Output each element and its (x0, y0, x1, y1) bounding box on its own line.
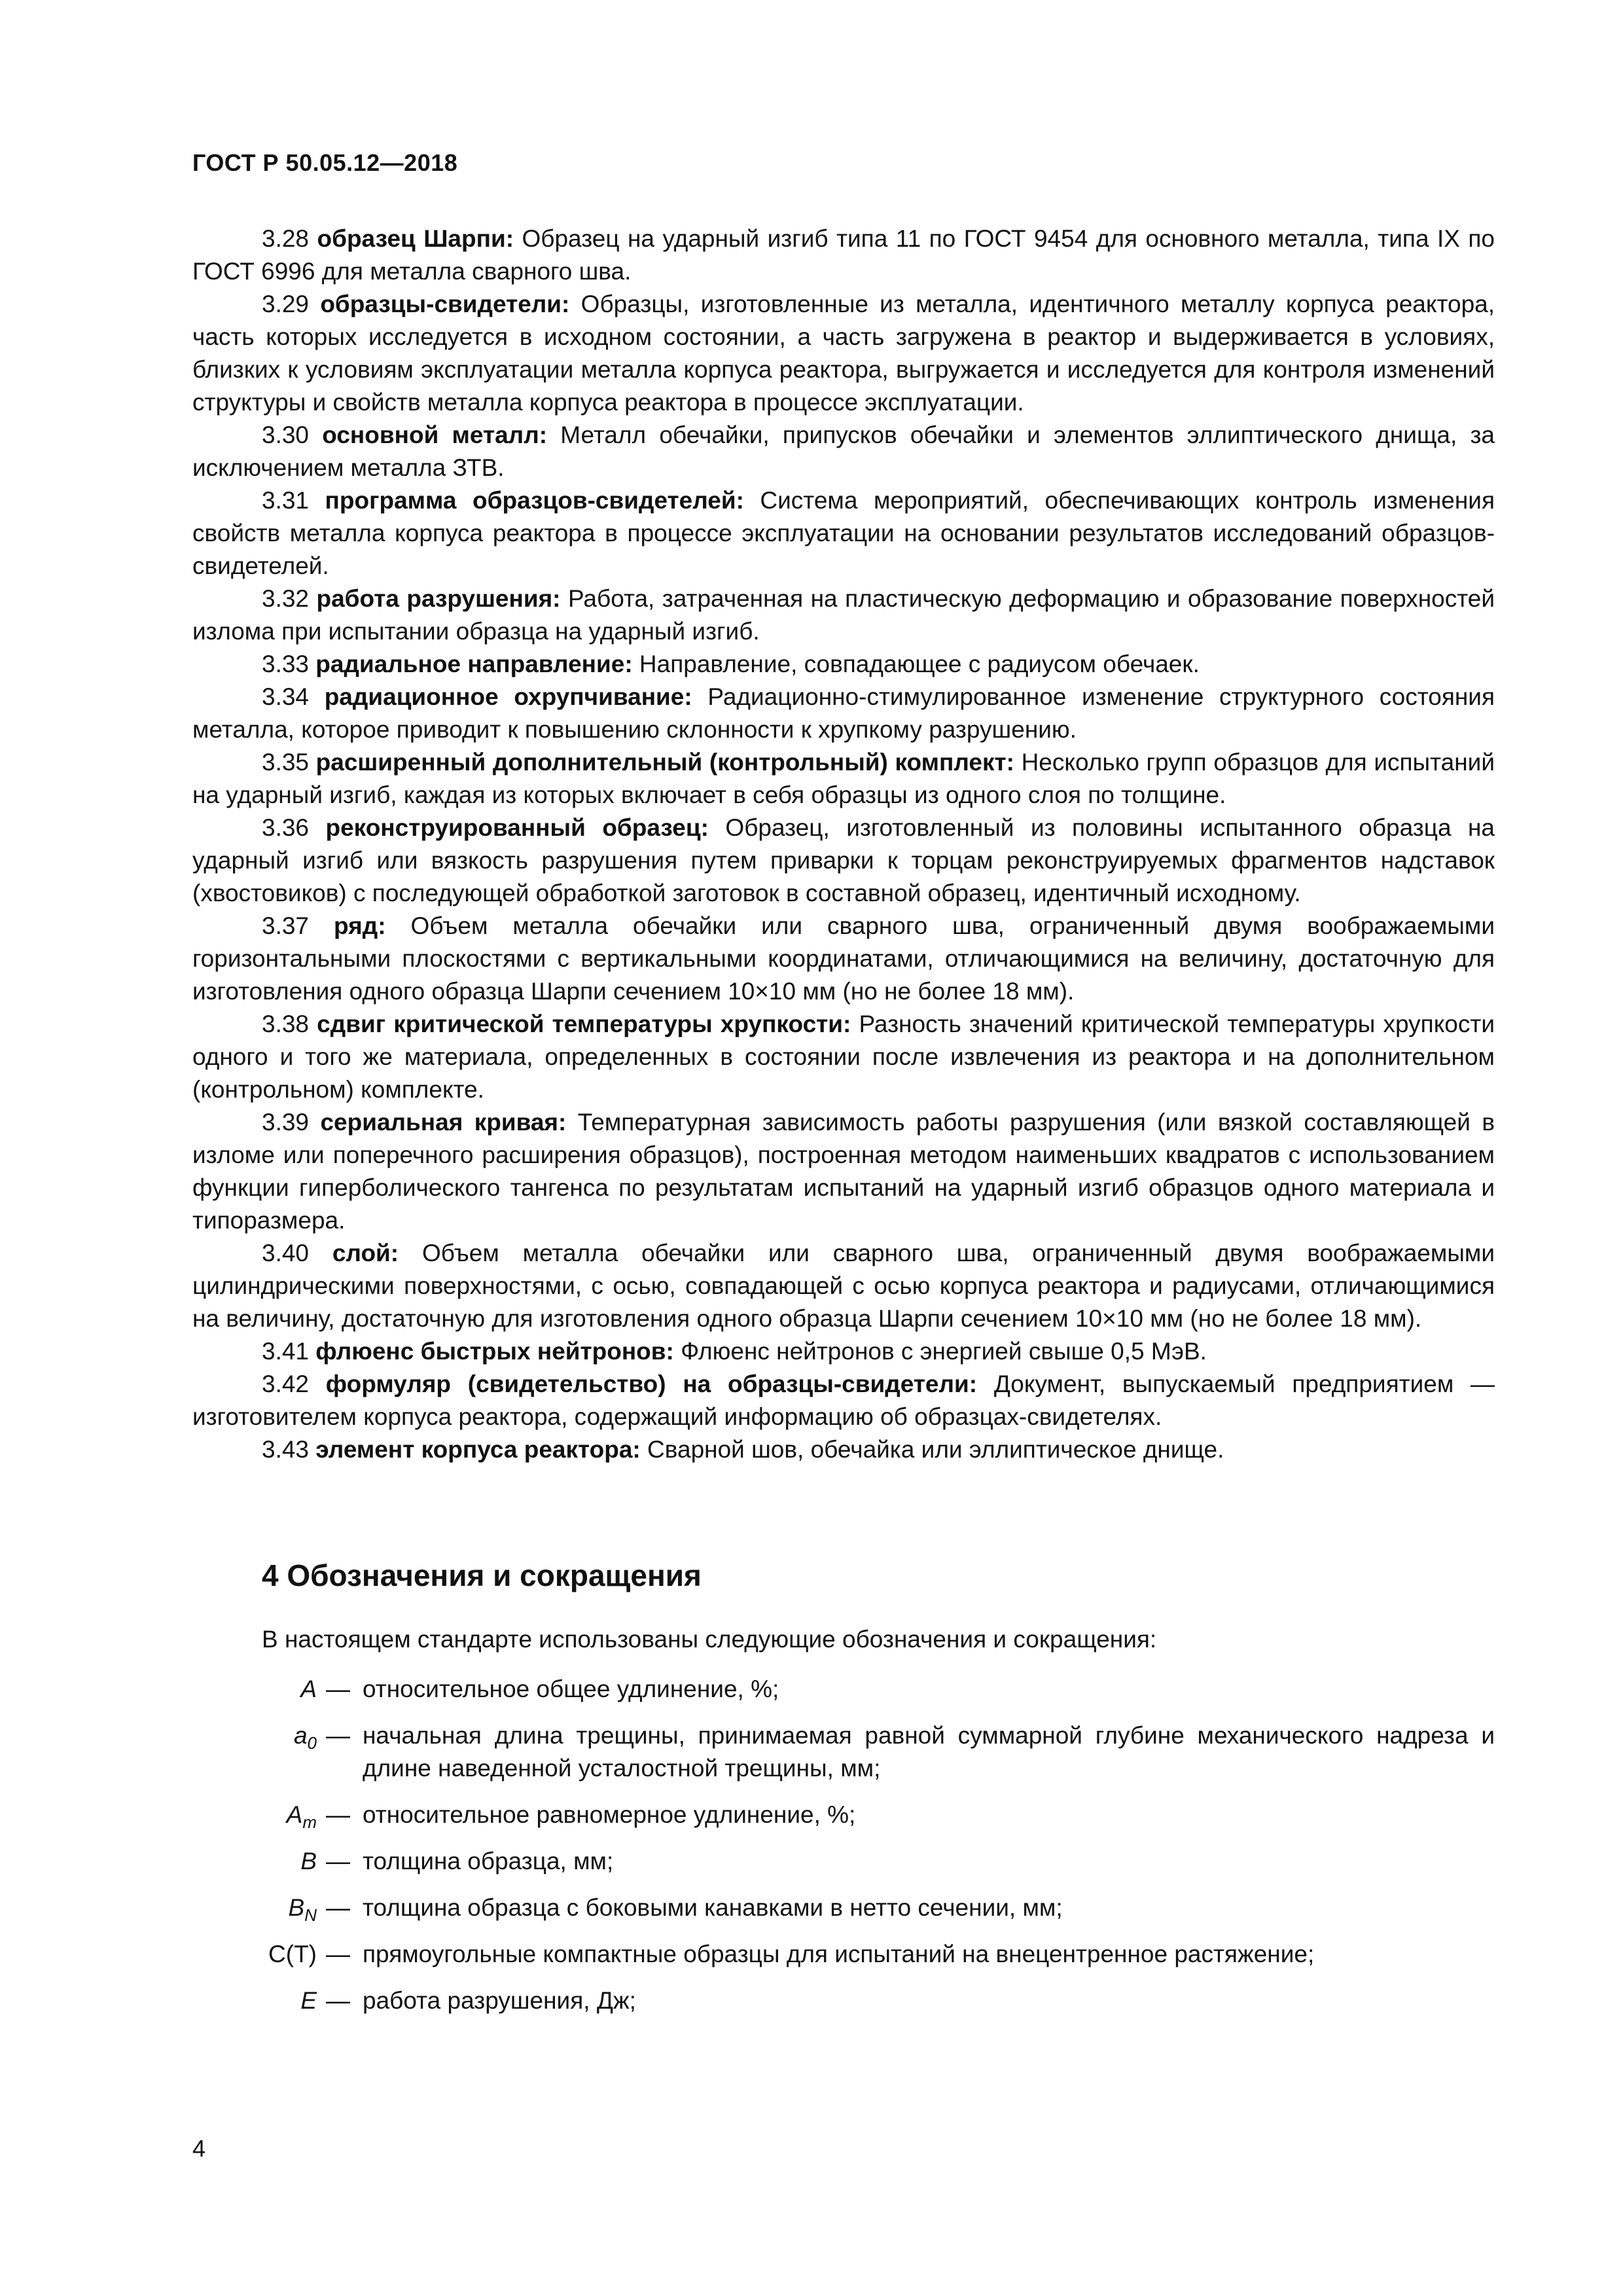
abbreviation-description: относительное общее удлинение, %; (363, 1676, 779, 1702)
abbreviation-description: начальная длина трещины, принимаемая равной суммарной глубине механического надреза и длине наведенной усталостной трещины, мм; (363, 1722, 1495, 1782)
abbreviation-symbol: $a_0$ (293, 1722, 317, 1753)
term-entry (192, 746, 1495, 812)
term-definition: Документ, выпускаемый предприятием — изготовителем корпуса реактора, содержащий информацию об образцах-свидетелях. (192, 1371, 1495, 1430)
term-name: сериальная кривая: (320, 1109, 567, 1136)
term-entry (192, 419, 1495, 484)
term-definition: Образец на ударный изгиб типа 11 по ГОСТ 9454 для основного металла, типа IX по ГОСТ 6996 для металла сварного шва. (192, 225, 1495, 285)
abbreviation-dash: — (326, 1848, 350, 1874)
term-entry (192, 812, 1495, 910)
abbreviation-dash: — (326, 1987, 350, 2014)
term-number: 3.34 (262, 683, 310, 710)
term-definition: Флюенс нейтронов с энергией свыше 0,5 МэВ. (681, 1338, 1207, 1365)
page-number: 4 (192, 2135, 206, 2162)
terms-list (192, 223, 1495, 1466)
term-definition: Несколько групп образцов для испытаний на ударный изгиб, каждая из которых включает в себя образцы из одного слоя по толщине. (192, 749, 1495, 808)
term-definition: Температурная зависимость работы разрушения (или вязкой составляющей в изломе или поперечного расширения образцов), построенная методом наименьших квадратов с использованием функции гиперболического тангенса по результатам испытаний на ударный изгиб образцов одного материала и типоразмера. (192, 1109, 1495, 1234)
term-definition: Разность значений критической температуры хрупкости одного и того же материала, определенных в состоянии после извлечения из реактора и на дополнительном (контрольном) комплекте. (192, 1011, 1495, 1103)
term-name: ряд: (334, 912, 386, 939)
term-name: работа разрушения: (316, 585, 561, 612)
term-entry (192, 1368, 1495, 1433)
abbreviation-dash: — (326, 1941, 350, 1967)
term-name: радиальное направление: (315, 651, 633, 677)
document-header: ГОСТ Р 50.05.12—2018 (192, 149, 458, 176)
term-number: 3.33 (262, 651, 310, 677)
section-intro: В настоящем стандарте использованы следующие обозначения и сокращения: (262, 1626, 1157, 1653)
term-definition: Объем металла обечайки или сварного шва, ограниченный двумя воображаемыми горизонтальными плоскостями с вертикальными координатами, отличающимися на величину, достаточную для изготовления одного образца Шарпи сечением 10×10 мм (но не более 18 мм). (192, 912, 1495, 1005)
term-definition: Радиационно-стимулированное изменение структурного состояния металла, которое приводит к повышению склонности к хрупкому разрушению. (192, 683, 1495, 743)
abbreviation-description: относительное равномерное удлинение, %; (363, 1801, 856, 1828)
abbreviation-item (192, 1799, 1495, 1831)
term-number: 3.38 (262, 1011, 310, 1037)
term-entry (192, 1106, 1495, 1237)
abbreviation-symbol: C(T) (268, 1941, 317, 1967)
term-entry (192, 484, 1495, 583)
term-entry (192, 910, 1495, 1008)
term-number: 3.31 (262, 487, 310, 514)
abbreviation-description: толщина образца, мм; (363, 1848, 614, 1874)
term-name: флюенс быстрых нейтронов: (315, 1338, 674, 1365)
abbreviation-symbol: A (300, 1676, 317, 1702)
term-entry (192, 1335, 1495, 1368)
abbreviation-item (192, 1673, 1495, 1706)
term-definition: Металл обечайки, припусков обечайки и элементов эллиптического днища, за исключением металла ЗТВ. (192, 422, 1495, 481)
term-number: 3.41 (262, 1338, 310, 1365)
term-number: 3.29 (262, 291, 310, 317)
term-entry (192, 288, 1495, 419)
abbreviation-item (192, 1845, 1495, 1878)
term-name: программа образцов-свидетелей: (325, 487, 744, 514)
term-definition: Сварной шов, обечайка или эллиптическое днище. (647, 1436, 1224, 1463)
term-number: 3.42 (262, 1371, 310, 1397)
abbreviation-symbol: $B_N$ (288, 1894, 317, 1925)
term-name: формуляр (свидетельство) на образцы-свидетели: (325, 1371, 978, 1397)
term-definition: Направление, совпадающее с радиусом обечаек. (639, 651, 1200, 677)
term-number: 3.35 (262, 749, 310, 776)
term-name: элемент корпуса реактора: (315, 1436, 641, 1463)
abbreviation-description: прямоугольные компактные образцы для испытаний на внецентренное растяжение; (363, 1941, 1315, 1967)
term-definition: Объем металла обечайки или сварного шва, ограниченный двумя воображаемыми цилиндрическими поверхностями, с осью, совпадающей с осью корпуса реактора и радиусами, отличающимися на величину, достаточную для изготовления одного образца Шарпи сечением 10×10 мм (но не более 18 мм). (192, 1240, 1495, 1332)
term-entry (192, 648, 1495, 681)
term-name: слой: (332, 1240, 399, 1266)
term-number: 3.43 (262, 1436, 310, 1463)
abbreviation-symbol: B (300, 1848, 317, 1874)
abbreviation-item (192, 1984, 1495, 2017)
abbreviation-description: работа разрушения, Дж; (363, 1987, 636, 2014)
term-definition: Работа, затраченная на пластическую деформацию и образование поверхностей излома при испытании образца на ударный изгиб. (192, 585, 1495, 645)
term-entry (192, 1237, 1495, 1335)
term-entry (192, 681, 1495, 746)
abbreviation-dash: — (326, 1676, 350, 1702)
term-name: расширенный дополнительный (контрольный) комплект: (315, 749, 1014, 776)
abbreviation-dash: — (326, 1801, 350, 1828)
term-name: образец Шарпи: (317, 225, 514, 252)
term-entry (192, 223, 1495, 288)
term-number: 3.32 (262, 585, 310, 612)
abbreviation-item (192, 1938, 1495, 1971)
term-name: образцы-свидетели: (320, 291, 570, 317)
term-number: 3.30 (262, 422, 310, 448)
abbreviation-description: толщина образца с боковыми канавками в нетто сечении, мм; (363, 1894, 1063, 1921)
term-number: 3.37 (262, 912, 310, 939)
abbreviations-list (192, 1673, 1495, 2031)
term-name: сдвиг критической температуры хрупкости: (317, 1011, 851, 1037)
term-number: 3.40 (262, 1240, 310, 1266)
term-entry (192, 583, 1495, 648)
term-number: 3.28 (262, 225, 310, 252)
section-title: 4 Обозначения и сокращения (262, 1558, 702, 1592)
term-number: 3.39 (262, 1109, 310, 1136)
term-definition: Система мероприятий, обеспечивающих контроль изменения свойств металла корпуса реактора в процессе эксплуатации на основании результатов исследований образцов-свидетелей. (192, 487, 1495, 579)
abbreviation-symbol: E (300, 1987, 317, 2014)
term-entry (192, 1008, 1495, 1106)
abbreviation-item (192, 1892, 1495, 1924)
term-definition: Образец, изготовленный из половины испытанного образца на ударный изгиб или вязкость разрушения путем приварки к торцам реконструируемых фрагментов надставок (хвостовиков) с последующей обработкой заготовок в составной образец, идентичный исходному. (192, 814, 1495, 906)
term-name: основной металл: (322, 422, 548, 448)
term-name: реконструированный образец: (325, 814, 709, 841)
term-definition: Образцы, изготовленные из металла, идентичного металлу корпуса реактора, часть которых исследуется в исходном состоянии, а часть загружена в реактор и выдерживается в условиях, близких к условиям эксплуатации металла корпуса реактора, выгружается и исследуется для контроля изменений структуры и свойств металла корпуса реактора в процессе эксплуатации. (192, 291, 1495, 416)
abbreviation-dash: — (326, 1894, 350, 1921)
term-name: радиационное охрупчивание: (324, 683, 692, 710)
term-number: 3.36 (262, 814, 310, 841)
term-entry (192, 1433, 1495, 1466)
abbreviation-symbol: $A_m$ (286, 1801, 317, 1832)
abbreviation-item (192, 1719, 1495, 1785)
abbreviation-dash: — (326, 1722, 350, 1749)
